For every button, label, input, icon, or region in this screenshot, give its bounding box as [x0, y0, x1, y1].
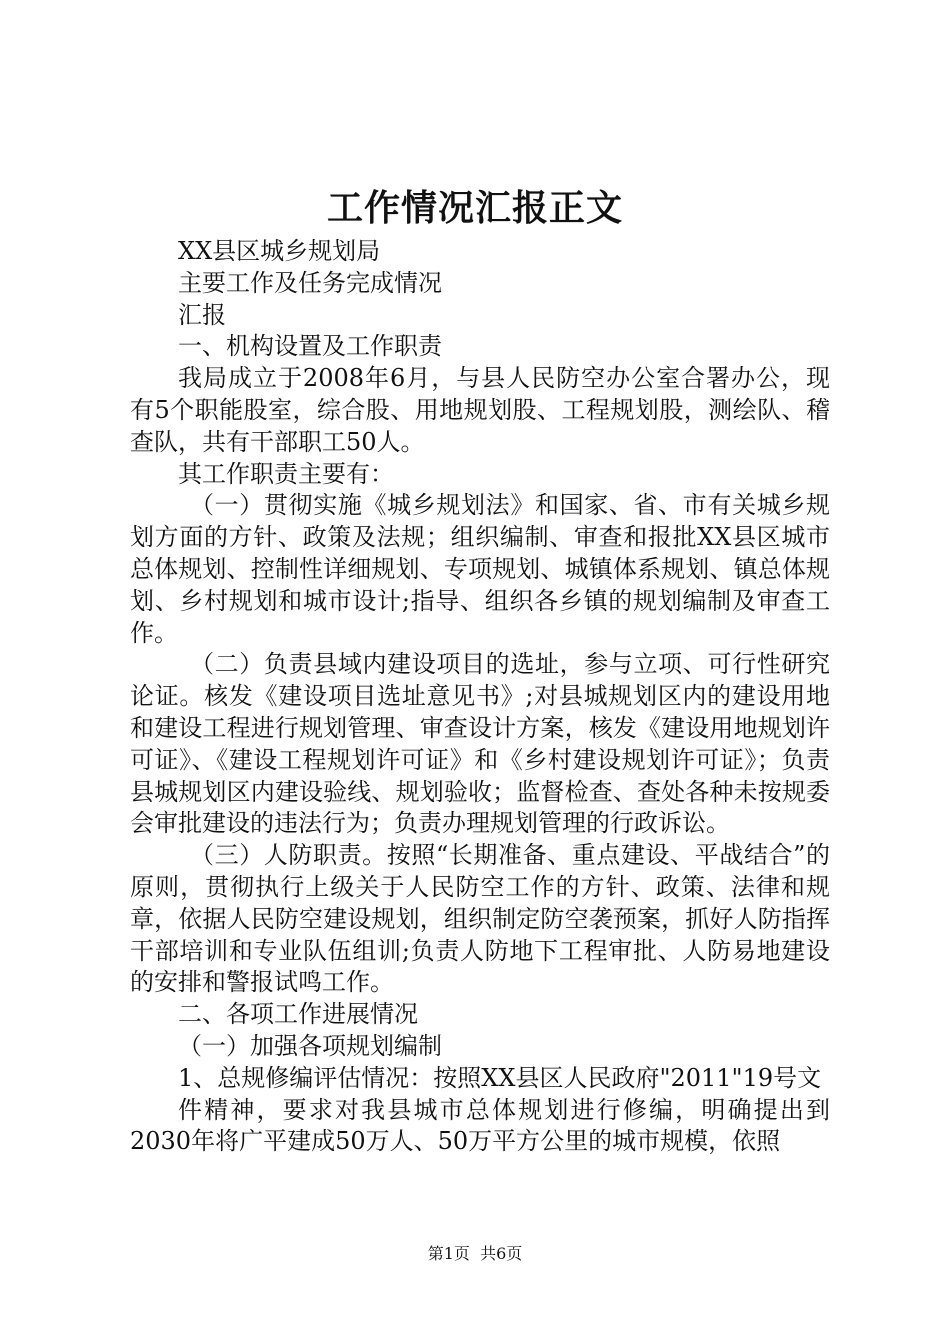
paragraph-subtitle: 主要工作及任务完成情况 — [178, 268, 442, 297]
page-total: 共6页 — [480, 1244, 523, 1263]
document-title: 工作情况汇报正文 — [326, 187, 623, 229]
paragraph-duty-3: （三）人防职责。按照“长期准备、重点建设、平战结合”的原则，贯彻执行上级关于人民防空工作的方针、政策、法律和规章，依据人民防空建设规划，组织制定防空袭预案，抓好人防指挥干部培训和专业队伍组训;负责人防地下工程审批、人防易地建设的安排和警报试鸣工作。 — [130, 841, 830, 997]
paragraph-plan-review: 1、总规修编评估情况：按照XX县区人民政府"2011"19号文 — [178, 1063, 822, 1092]
paragraph-duty-1: （一）贯彻实施《城乡规划法》和国家、省、市有关城乡规划方面的方针、政策及法规；组织编制、审查和报批XX县区城市总体规划、控制性详细规划、专项规划、城镇体系规划、镇总体规划、乡村规划和城市设计;指导、组织各乡镇的规划编制及审查工作。 — [130, 491, 830, 647]
page-footer — [0, 1243, 950, 1265]
document-body — [130, 236, 830, 1158]
paragraph-duties-intro: 其工作职责主要有： — [178, 459, 394, 488]
subsection-heading-1: （一）加强各项规划编制 — [178, 1031, 442, 1060]
section-heading-1: 一、机构设置及工作职责 — [178, 332, 442, 361]
paragraph-duty-2: （二）负责县域内建设项目的选址，参与立项、可行性研究论证。核发《建设项目选址意见书》;对县城规划区内的建设用地和建设工程进行规划管理、审查设计方案，核发《建设用地规划许可证》、《建设工程规划许可证》和《乡村建设规划许可证》；负责县城规划区内建设验线、规划验收；监督检查、查处各种未按规委会审批建设的违法行为；负责办理规划管理的行政诉讼。 — [130, 650, 830, 838]
paragraph-establishment: 我局成立于2008年6月，与县人民防空办公室合署办公，现有5个职能股室，综合股、用地规划股、工程规划股，测绘队、稽查队，共有干部职工50人。 — [130, 364, 830, 456]
section-heading-2: 二、各项工作进展情况 — [178, 1000, 418, 1029]
paragraph-report-label: 汇报 — [178, 300, 226, 329]
footer-spacer — [470, 1244, 480, 1263]
page-number: 第1页 — [427, 1244, 470, 1263]
paragraph-plan-review-cont: 件精神，要求对我县城市总体规划进行修编，明确提出到2030年将广平建成50万人、50万平方公里的城市规模，依照 — [130, 1095, 830, 1156]
paragraph-org-name: XX县区城乡规划局 — [178, 237, 381, 265]
